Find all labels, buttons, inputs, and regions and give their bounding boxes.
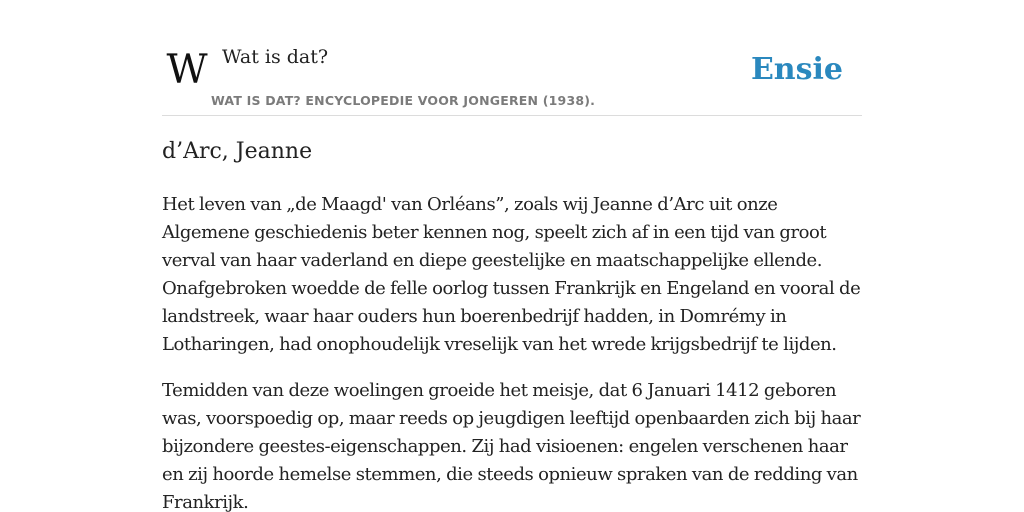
source-title[interactable]: Wat is dat?	[222, 46, 329, 68]
article-paragraph: Temidden van deze woelingen groeide het meisje, dat 6 Januari 1412 geboren was, voorspoedig op, maar reeds op jeugdigen leeftijd openbaarden zich bij haar bijzondere geestes-eigenschappen. Zij had visioenen: engelen verschenen haar en zij hoorde hemelse stemmen, die steeds opnieuw spraken van de redding van Frankrijk.	[162, 380, 861, 512]
source-subtitle: WAT IS DAT? ENCYCLOPEDIE VOOR JONGEREN (1938).	[211, 93, 596, 108]
wikipedia-w-icon[interactable]	[164, 50, 210, 90]
article-title: d’Arc, Jeanne	[162, 139, 313, 164]
ensie-brand-link[interactable]: Ensie	[750, 52, 843, 87]
site-header	[162, 40, 862, 116]
article-paragraph: Het leven van „de Maagd' van Orléans”, zoals wij Jeanne d’Arc uit onze Algemene geschiedenis beter kennen nog, speelt zich af in een tijd van groot verval van haar vaderland en diepe geestelijke en maatschappelijke ellende. Onafgebroken woedde de felle oorlog tussen Frankrijk en Engeland en vooral de landstreek, waar haar ouders hun boerenbedrijf hadden, in Domrémy in Lotharingen, had onophoudelijk vreselijk van het wrede krijgsbedrijf te lijden.	[162, 194, 861, 355]
svg-text:W: W	[166, 50, 208, 90]
article-body	[162, 191, 862, 512]
